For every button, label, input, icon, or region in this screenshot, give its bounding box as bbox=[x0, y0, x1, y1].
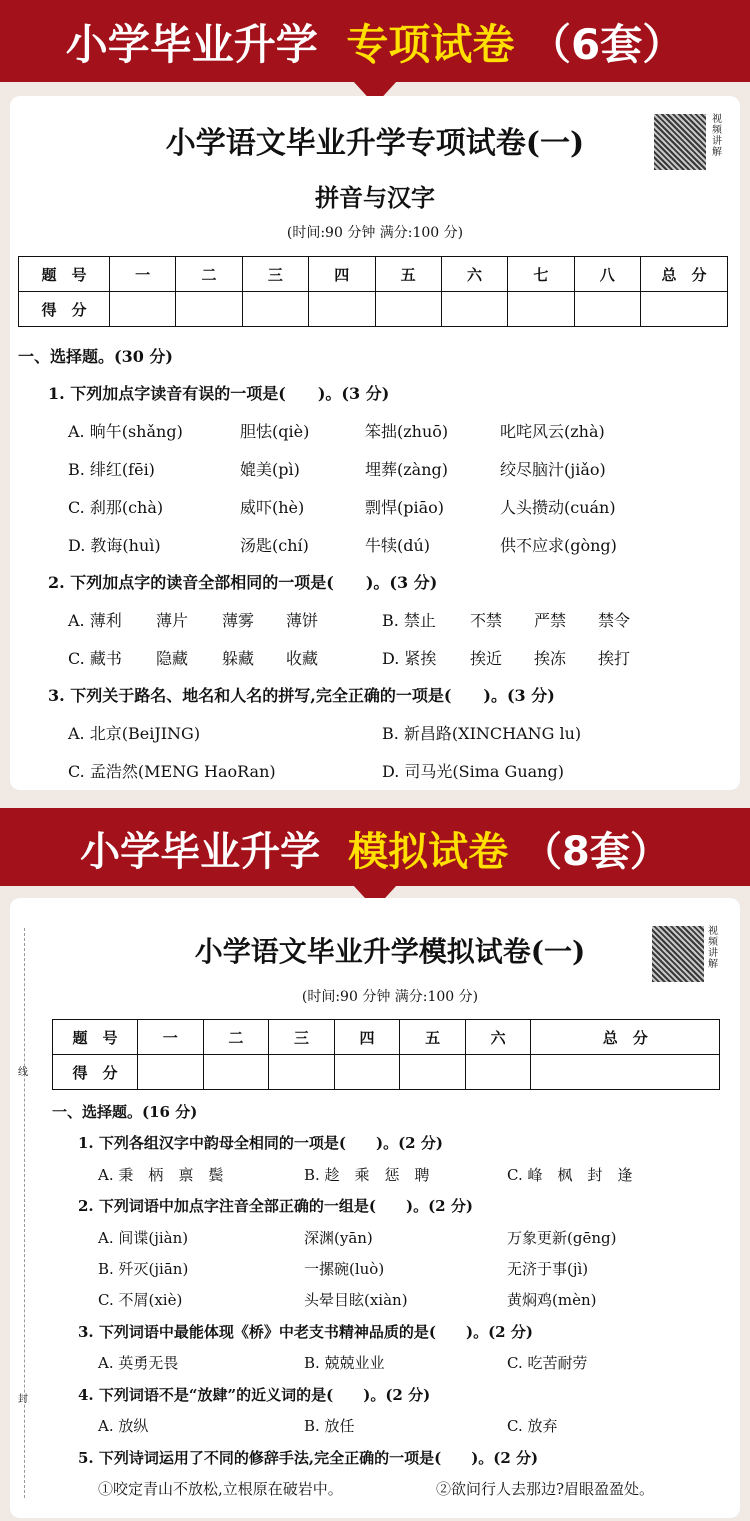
score-header-cell: 二 bbox=[203, 1020, 269, 1055]
banner-title-part1: 小学毕业升学 bbox=[80, 829, 321, 875]
question-3: 3. 下列词语中最能体现《桥》中老支书精神品质的是( )。(2 分) bbox=[78, 1323, 533, 1341]
paper1-section-heading: 一、选择题。(30 分) bbox=[18, 347, 173, 366]
banner-title-part1: 小学毕业升学 bbox=[65, 20, 318, 69]
score-header-cell: 一 bbox=[138, 1020, 204, 1055]
score-header-cell: 三 bbox=[269, 1020, 335, 1055]
option: 严禁 bbox=[534, 611, 567, 630]
paper1-card bbox=[10, 96, 740, 790]
score-cell[interactable] bbox=[309, 292, 375, 327]
option: 人头攒动(cuán) bbox=[500, 498, 616, 517]
option: 黄焖鸡(mèn) bbox=[507, 1291, 597, 1309]
option: 汤匙(chí) bbox=[240, 536, 309, 555]
option: 叱咤风云(zhà) bbox=[500, 422, 605, 441]
option: D. 教诲(huì) bbox=[68, 536, 161, 555]
score-cell[interactable] bbox=[641, 292, 728, 327]
score-value-row bbox=[19, 292, 728, 327]
paper2-time-info: (时间:90 分钟 满分:100 分) bbox=[301, 989, 479, 1005]
qr-label: 视频讲解 bbox=[708, 926, 718, 970]
score-cell[interactable] bbox=[138, 1055, 204, 1090]
option: A. 间谍(jiàn) bbox=[98, 1229, 189, 1247]
poem-line: ①咬定青山不放松,立根原在破岩中。 bbox=[98, 1480, 343, 1498]
option: 挨冻 bbox=[534, 649, 567, 668]
question-3: 3. 下列关于路名、地名和人名的拼写,完全正确的一项是( )。(3 分) bbox=[48, 686, 555, 705]
score-cell[interactable] bbox=[400, 1055, 466, 1090]
score-header-cell: 五 bbox=[400, 1020, 466, 1055]
option: 绞尽脑汁(jiǎo) bbox=[500, 460, 606, 479]
option: 收藏 bbox=[286, 649, 319, 668]
option: C. 吃苦耐劳 bbox=[507, 1354, 588, 1372]
score-cell[interactable] bbox=[574, 292, 640, 327]
score-header-cell: 总 分 bbox=[531, 1020, 720, 1055]
score-header-cell: 题 号 bbox=[19, 257, 110, 292]
paper1-subtitle: 拼音与汉字 bbox=[315, 184, 435, 212]
qr-label: 视频讲解 bbox=[712, 114, 722, 158]
option: 胆怯(qiè) bbox=[240, 422, 310, 441]
option: B. 绯红(fēi) bbox=[68, 460, 155, 479]
option: B. 放任 bbox=[304, 1417, 355, 1435]
option: 隐藏 bbox=[156, 649, 189, 668]
score-header-cell: 八 bbox=[574, 257, 640, 292]
score-header-cell: 题 号 bbox=[53, 1020, 138, 1055]
option: 剽悍(piāo) bbox=[365, 498, 445, 517]
option: 无济于事(jì) bbox=[507, 1260, 589, 1278]
score-header-cell: 六 bbox=[441, 257, 507, 292]
option: B. 歼灭(jiān) bbox=[98, 1260, 189, 1278]
paper2-card bbox=[10, 898, 740, 1518]
score-value-row bbox=[53, 1055, 720, 1090]
option: A. 薄利 bbox=[68, 611, 122, 630]
score-header-cell: 三 bbox=[242, 257, 308, 292]
question-2: 2. 下列词语中加点字注音全部正确的一组是( )。(2 分) bbox=[78, 1197, 473, 1215]
option: 深渊(yān) bbox=[304, 1229, 373, 1247]
score-header-row bbox=[19, 257, 728, 292]
option: C. 藏书 bbox=[68, 649, 122, 668]
option: D. 司马光(Sima Guang) bbox=[382, 762, 564, 781]
score-header-cell: 六 bbox=[465, 1020, 531, 1055]
score-cell[interactable] bbox=[110, 292, 176, 327]
option: A. 秉 柄 禀 鬓 bbox=[98, 1166, 224, 1184]
paper1-title: 小学语文毕业升学专项试卷(一) bbox=[165, 126, 585, 161]
poem-line: ②欲问行人去那边?眉眼盈盈处。 bbox=[436, 1480, 655, 1498]
side-label-seal: 封 bbox=[18, 1394, 28, 1405]
option: 薄片 bbox=[156, 611, 189, 630]
banner-title-highlight: 专项试卷 bbox=[346, 20, 515, 69]
option: A. 英勇无畏 bbox=[98, 1354, 179, 1372]
option: 埋葬(zàng) bbox=[365, 460, 449, 479]
score-header-cell: 一 bbox=[110, 257, 176, 292]
score-cell[interactable] bbox=[334, 1055, 400, 1090]
option: 挨打 bbox=[598, 649, 631, 668]
qr-code-icon[interactable] bbox=[652, 926, 704, 982]
score-header-cell: 四 bbox=[334, 1020, 400, 1055]
score-cell[interactable] bbox=[375, 292, 441, 327]
option: C. 峰 枫 封 逢 bbox=[507, 1166, 633, 1184]
score-header-cell: 七 bbox=[508, 257, 574, 292]
score-cell[interactable] bbox=[508, 292, 574, 327]
question-2: 2. 下列加点字的读音全部相同的一项是( )。(3 分) bbox=[48, 573, 438, 592]
banner-title-count: （6套） bbox=[529, 20, 685, 69]
option: A. 北京(BeiJING) bbox=[68, 724, 201, 743]
question-5: 5. 下列诗词运用了不同的修辞手法,完全正确的一项是( )。(2 分) bbox=[78, 1449, 539, 1467]
option: 挨近 bbox=[470, 649, 503, 668]
banner-special-tests bbox=[0, 0, 750, 82]
option: C. 刹那(chà) bbox=[68, 498, 164, 517]
option: A. 放纵 bbox=[98, 1417, 149, 1435]
option: B. 禁止 bbox=[382, 611, 436, 630]
score-cell[interactable] bbox=[242, 292, 308, 327]
paper2-section-heading: 一、选择题。(16 分) bbox=[52, 1103, 198, 1121]
option: 禁令 bbox=[598, 611, 631, 630]
option: 头晕目眩(xiàn) bbox=[304, 1291, 408, 1309]
score-header-cell: 四 bbox=[309, 257, 375, 292]
paper2-score-table bbox=[52, 1019, 720, 1090]
option: 牛犊(dú) bbox=[365, 536, 431, 555]
score-header-cell: 五 bbox=[375, 257, 441, 292]
option: C. 放弃 bbox=[507, 1417, 558, 1435]
option: 媲美(pì) bbox=[240, 460, 300, 479]
option: B. 新昌路(XINCHANG lu) bbox=[382, 724, 582, 743]
option: 不禁 bbox=[470, 611, 503, 630]
option: 供不应求(gòng) bbox=[500, 536, 617, 555]
option: C. 不屑(xiè) bbox=[98, 1291, 183, 1309]
option: A. 晌午(shǎng) bbox=[68, 422, 183, 441]
option: 威吓(hè) bbox=[240, 498, 305, 517]
score-header-row bbox=[53, 1020, 720, 1055]
option: 薄饼 bbox=[286, 611, 319, 630]
paper2-title: 小学语文毕业升学模拟试卷(一) bbox=[194, 935, 586, 968]
banner-title-highlight: 模拟试卷 bbox=[348, 829, 509, 875]
score-cell[interactable] bbox=[203, 1055, 269, 1090]
banner-title-count: （8套） bbox=[522, 829, 670, 875]
score-cell[interactable] bbox=[465, 1055, 531, 1090]
side-label-line: 线 bbox=[18, 1067, 28, 1078]
score-header-cell: 总 分 bbox=[641, 257, 728, 292]
score-cell[interactable] bbox=[176, 292, 242, 327]
score-cell[interactable] bbox=[441, 292, 507, 327]
question-4: 4. 下列词语不是“放肆”的近义词的是( )。(2 分) bbox=[78, 1386, 431, 1404]
banner-mock-tests bbox=[0, 808, 750, 886]
score-cell[interactable] bbox=[269, 1055, 335, 1090]
option: 一摞碗(luò) bbox=[304, 1260, 385, 1278]
option: D. 紧挨 bbox=[382, 649, 437, 668]
score-row-label: 得 分 bbox=[53, 1055, 138, 1090]
score-cell[interactable] bbox=[531, 1055, 720, 1090]
option: 薄雾 bbox=[222, 611, 255, 630]
question-1: 1. 下列加点字读音有误的一项是( )。(3 分) bbox=[48, 384, 390, 403]
option: C. 孟浩然(MENG HaoRan) bbox=[68, 762, 276, 781]
score-row-label: 得 分 bbox=[19, 292, 110, 327]
score-header-cell: 二 bbox=[176, 257, 242, 292]
option: 笨拙(zhuō) bbox=[365, 422, 449, 441]
binding-line bbox=[24, 928, 25, 1498]
paper1-score-table bbox=[18, 256, 728, 327]
question-1: 1. 下列各组汉字中韵母全相同的一项是( )。(2 分) bbox=[78, 1134, 443, 1152]
option: 躲藏 bbox=[222, 649, 255, 668]
paper1-time-info: (时间:90 分钟 满分:100 分) bbox=[286, 225, 464, 241]
qr-code-icon[interactable] bbox=[654, 114, 706, 170]
option: 万象更新(gēng) bbox=[507, 1229, 617, 1247]
option: B. 兢兢业业 bbox=[304, 1354, 385, 1372]
option: B. 趁 乘 惩 聘 bbox=[304, 1166, 430, 1184]
